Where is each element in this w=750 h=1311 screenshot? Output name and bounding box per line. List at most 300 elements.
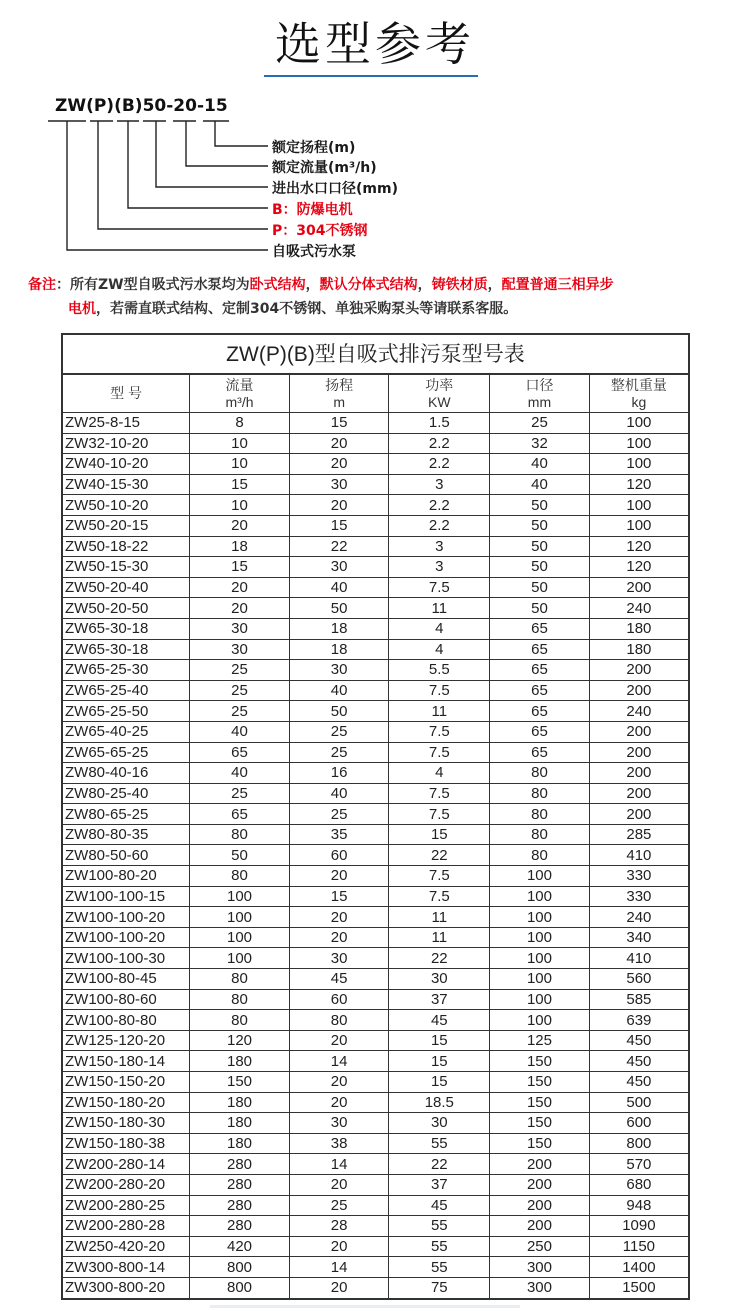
value-cell: 11: [389, 598, 490, 619]
value-cell: 200: [589, 783, 689, 804]
value-cell: 11: [389, 701, 490, 722]
table-row: [62, 433, 689, 454]
table-row: [62, 1051, 689, 1072]
value-cell: 30: [289, 1113, 389, 1134]
value-cell: 2.2: [389, 454, 490, 475]
table-row: [62, 701, 689, 722]
value-cell: 11: [389, 927, 490, 948]
value-cell: 55: [389, 1133, 490, 1154]
table-row: [62, 1030, 689, 1051]
column-name: 扬程: [325, 376, 354, 393]
value-cell: 100: [190, 907, 290, 928]
value-cell: 800: [589, 1133, 689, 1154]
value-cell: 800: [190, 1277, 290, 1298]
value-cell: 100: [490, 989, 590, 1010]
model-cell: ZW50-20-50: [62, 598, 190, 619]
model-cell: ZW65-65-25: [62, 742, 190, 763]
value-cell: 80: [490, 763, 590, 784]
value-cell: 65: [190, 742, 290, 763]
value-cell: 570: [589, 1154, 689, 1175]
value-cell: 15: [289, 413, 389, 434]
value-cell: 20: [289, 1030, 389, 1051]
value-cell: 100: [190, 948, 290, 969]
table-title: ZW(P)(B)型自吸式排污泵型号表: [62, 334, 689, 374]
value-cell: 250: [490, 1236, 590, 1257]
legend-pump-type: 自吸式污水泵: [272, 244, 356, 260]
value-cell: 100: [490, 907, 590, 928]
value-cell: 18.5: [389, 1092, 490, 1113]
value-cell: 30: [289, 660, 389, 681]
value-cell: 450: [589, 1030, 689, 1051]
value-cell: 55: [389, 1236, 490, 1257]
value-cell: 100: [490, 886, 590, 907]
value-cell: 15: [389, 1051, 490, 1072]
value-cell: 65: [490, 742, 590, 763]
value-cell: 80: [190, 1010, 290, 1031]
value-cell: 50: [490, 577, 590, 598]
value-cell: 1150: [589, 1236, 689, 1257]
value-cell: 285: [589, 824, 689, 845]
value-cell: 50: [289, 598, 389, 619]
bottom-divider: [210, 1305, 520, 1308]
value-cell: 420: [190, 1236, 290, 1257]
column-unit: kg: [631, 393, 647, 410]
model-cell: ZW100-80-80: [62, 1010, 190, 1031]
value-cell: 80: [190, 824, 290, 845]
model-cell: ZW150-180-30: [62, 1113, 190, 1134]
value-cell: 20: [289, 454, 389, 475]
value-cell: 18: [289, 618, 389, 639]
model-cell: ZW80-50-60: [62, 845, 190, 866]
value-cell: 15: [190, 474, 290, 495]
value-cell: 240: [589, 598, 689, 619]
model-cell: ZW100-100-30: [62, 948, 190, 969]
value-cell: 25: [190, 783, 290, 804]
value-cell: 7.5: [389, 886, 490, 907]
value-cell: 8: [190, 413, 290, 434]
value-cell: 10: [190, 454, 290, 475]
value-cell: 200: [490, 1195, 590, 1216]
table-row: [62, 763, 689, 784]
value-cell: 15: [389, 824, 490, 845]
model-cell: ZW65-30-18: [62, 639, 190, 660]
value-cell: 330: [589, 866, 689, 887]
legend-rated-flow: 额定流量(m³/h): [272, 160, 377, 176]
value-cell: 3: [389, 557, 490, 578]
model-cell: ZW100-100-20: [62, 927, 190, 948]
value-cell: 20: [190, 515, 290, 536]
model-cell: ZW80-25-40: [62, 783, 190, 804]
value-cell: 1.5: [389, 413, 490, 434]
value-cell: 40: [190, 763, 290, 784]
value-cell: 16: [289, 763, 389, 784]
value-cell: 200: [589, 742, 689, 763]
value-cell: 2.2: [389, 515, 490, 536]
value-cell: 14: [289, 1154, 389, 1175]
value-cell: 7.5: [389, 577, 490, 598]
value-cell: 10: [190, 495, 290, 516]
value-cell: 80: [490, 824, 590, 845]
value-cell: 120: [589, 557, 689, 578]
value-cell: 65: [490, 680, 590, 701]
value-cell: 180: [190, 1113, 290, 1134]
model-code: ZW(P)(B)50-20-15: [55, 96, 228, 116]
column-header: [190, 374, 290, 413]
column-name: 整机重量: [610, 376, 667, 393]
table-row: [62, 1216, 689, 1237]
value-cell: 65: [490, 639, 590, 660]
value-cell: 120: [589, 474, 689, 495]
value-cell: 65: [490, 701, 590, 722]
value-cell: 3: [389, 536, 490, 557]
value-cell: 25: [289, 721, 389, 742]
value-cell: 80: [490, 845, 590, 866]
value-cell: 410: [589, 948, 689, 969]
value-cell: 22: [289, 536, 389, 557]
value-cell: 120: [589, 536, 689, 557]
model-cell: ZW65-40-25: [62, 721, 190, 742]
value-cell: 40: [289, 783, 389, 804]
value-cell: 200: [490, 1216, 590, 1237]
model-cell: ZW80-65-25: [62, 804, 190, 825]
model-code-diagram: [0, 0, 750, 270]
value-cell: 180: [190, 1133, 290, 1154]
value-cell: 560: [589, 969, 689, 990]
value-cell: 80: [190, 969, 290, 990]
value-cell: 15: [389, 1072, 490, 1093]
value-cell: 75: [389, 1277, 490, 1298]
model-cell: ZW50-20-15: [62, 515, 190, 536]
value-cell: 80: [190, 866, 290, 887]
value-cell: 100: [490, 1010, 590, 1031]
table-row: [62, 989, 689, 1010]
value-cell: 25: [490, 413, 590, 434]
model-cell: ZW65-25-30: [62, 660, 190, 681]
value-cell: 80: [490, 804, 590, 825]
model-cell: ZW150-180-38: [62, 1133, 190, 1154]
model-cell: ZW150-180-14: [62, 1051, 190, 1072]
value-cell: 14: [289, 1257, 389, 1278]
table-row: [62, 680, 689, 701]
table-row: [62, 1257, 689, 1278]
value-cell: 25: [190, 660, 290, 681]
table-header-row: [62, 374, 689, 413]
value-cell: 200: [589, 804, 689, 825]
column-unit: m: [333, 393, 345, 410]
value-cell: 1400: [589, 1257, 689, 1278]
table-row: [62, 577, 689, 598]
column-header: [62, 374, 190, 413]
table-row: [62, 907, 689, 928]
model-cell: ZW100-100-15: [62, 886, 190, 907]
table-row: [62, 1133, 689, 1154]
value-cell: 1090: [589, 1216, 689, 1237]
value-cell: 22: [389, 845, 490, 866]
table-row: [62, 804, 689, 825]
table-row: [62, 1092, 689, 1113]
legend-explosion-proof: B：防爆电机: [272, 202, 353, 218]
value-cell: 150: [490, 1072, 590, 1093]
table-row: [62, 1277, 689, 1298]
value-cell: 2.2: [389, 433, 490, 454]
column-name: 口径: [525, 376, 554, 393]
table-row: [62, 536, 689, 557]
value-cell: 11: [389, 907, 490, 928]
value-cell: 150: [490, 1113, 590, 1134]
model-cell: ZW65-25-40: [62, 680, 190, 701]
model-cell: ZW100-80-45: [62, 969, 190, 990]
table-row: [62, 969, 689, 990]
value-cell: 3: [389, 474, 490, 495]
value-cell: 100: [589, 433, 689, 454]
value-cell: 20: [289, 907, 389, 928]
column-name: 功率: [425, 376, 454, 393]
model-cell: ZW150-150-20: [62, 1072, 190, 1093]
value-cell: 4: [389, 618, 490, 639]
value-cell: 20: [289, 1277, 389, 1298]
value-cell: 55: [389, 1216, 490, 1237]
value-cell: 30: [389, 1113, 490, 1134]
model-cell: ZW200-280-28: [62, 1216, 190, 1237]
value-cell: 100: [190, 927, 290, 948]
table-row: [62, 1174, 689, 1195]
value-cell: 200: [589, 660, 689, 681]
value-cell: 5.5: [389, 660, 490, 681]
value-cell: 50: [490, 495, 590, 516]
value-cell: 50: [289, 701, 389, 722]
value-cell: 639: [589, 1010, 689, 1031]
value-cell: 50: [490, 536, 590, 557]
column-name: 型 号: [110, 385, 143, 401]
value-cell: 200: [589, 721, 689, 742]
value-cell: 100: [589, 515, 689, 536]
model-cell: ZW25-8-15: [62, 413, 190, 434]
legend-caliber: 进出水口口径(mm): [272, 181, 398, 197]
table-body: [62, 413, 689, 1299]
model-cell: ZW80-40-16: [62, 763, 190, 784]
model-cell: ZW50-20-40: [62, 577, 190, 598]
note-label: 备注: [28, 277, 56, 293]
value-cell: 180: [589, 618, 689, 639]
value-cell: 45: [289, 969, 389, 990]
value-cell: 100: [490, 948, 590, 969]
value-cell: 150: [490, 1133, 590, 1154]
value-cell: 60: [289, 845, 389, 866]
value-cell: 80: [289, 1010, 389, 1031]
value-cell: 15: [190, 557, 290, 578]
value-cell: 4: [389, 639, 490, 660]
value-cell: 50: [490, 557, 590, 578]
table-row: [62, 1113, 689, 1134]
value-cell: 50: [190, 845, 290, 866]
value-cell: 30: [190, 639, 290, 660]
value-cell: 20: [289, 1174, 389, 1195]
value-cell: 200: [490, 1154, 590, 1175]
leader-head: [215, 121, 268, 146]
value-cell: 10: [190, 433, 290, 454]
table-row: [62, 618, 689, 639]
value-cell: 280: [190, 1154, 290, 1175]
leader-b: [128, 121, 268, 208]
column-header: [289, 374, 389, 413]
model-cell: ZW150-180-20: [62, 1092, 190, 1113]
model-cell: ZW200-280-25: [62, 1195, 190, 1216]
value-cell: 30: [389, 969, 490, 990]
value-cell: 20: [190, 598, 290, 619]
value-cell: 65: [190, 804, 290, 825]
column-unit: mm: [527, 393, 552, 410]
table-row: [62, 886, 689, 907]
value-cell: 4: [389, 763, 490, 784]
column-unit: m³/h: [225, 393, 254, 410]
value-cell: 100: [490, 927, 590, 948]
value-cell: 180: [190, 1051, 290, 1072]
value-cell: 20: [289, 1236, 389, 1257]
value-cell: 15: [389, 1030, 490, 1051]
model-cell: ZW65-25-50: [62, 701, 190, 722]
value-cell: 45: [389, 1195, 490, 1216]
value-cell: 330: [589, 886, 689, 907]
value-cell: 14: [289, 1051, 389, 1072]
value-cell: 25: [289, 1195, 389, 1216]
value-cell: 585: [589, 989, 689, 1010]
legend-rated-head: 额定扬程(m): [272, 140, 356, 156]
value-cell: 30: [190, 618, 290, 639]
table-row: [62, 474, 689, 495]
value-cell: 300: [490, 1277, 590, 1298]
value-cell: 100: [589, 495, 689, 516]
value-cell: 200: [490, 1174, 590, 1195]
table-row: [62, 1010, 689, 1031]
value-cell: 35: [289, 824, 389, 845]
table-row: [62, 639, 689, 660]
table-row: [62, 824, 689, 845]
table-row: [62, 413, 689, 434]
value-cell: 680: [589, 1174, 689, 1195]
value-cell: 200: [589, 763, 689, 784]
value-cell: 600: [589, 1113, 689, 1134]
value-cell: 20: [289, 866, 389, 887]
table-row: [62, 660, 689, 681]
table-row: [62, 1072, 689, 1093]
value-cell: 150: [190, 1072, 290, 1093]
table-row: [62, 742, 689, 763]
value-cell: 25: [190, 701, 290, 722]
value-cell: 200: [589, 680, 689, 701]
table-row: [62, 948, 689, 969]
table-row: [62, 1154, 689, 1175]
value-cell: 150: [490, 1092, 590, 1113]
leader-zw: [67, 121, 268, 250]
value-cell: 100: [190, 886, 290, 907]
table-row: [62, 1195, 689, 1216]
value-cell: 65: [490, 721, 590, 742]
value-cell: 40: [289, 680, 389, 701]
value-cell: 280: [190, 1174, 290, 1195]
value-cell: 280: [190, 1216, 290, 1237]
value-cell: 2.2: [389, 495, 490, 516]
value-cell: 18: [289, 639, 389, 660]
note-paragraph: 备注：所有ZW型自吸式污水泵均为卧式结构，默认分体式结构，铸铁材质，配置普通三相异步 电机，若需直联式结构、定制304不锈钢、单独采购泵头等请联系客服。: [28, 277, 614, 317]
value-cell: 800: [190, 1257, 290, 1278]
value-cell: 22: [389, 1154, 490, 1175]
model-spec-table: [61, 333, 690, 1300]
value-cell: 100: [490, 866, 590, 887]
column-header: [490, 374, 590, 413]
model-cell: ZW40-10-20: [62, 454, 190, 475]
table-row: [62, 557, 689, 578]
model-cell: ZW200-280-20: [62, 1174, 190, 1195]
value-cell: 450: [589, 1072, 689, 1093]
table-row: [62, 721, 689, 742]
table-row: [62, 927, 689, 948]
value-cell: 40: [490, 474, 590, 495]
value-cell: 7.5: [389, 742, 490, 763]
model-cell: ZW50-10-20: [62, 495, 190, 516]
value-cell: 120: [190, 1030, 290, 1051]
value-cell: 45: [389, 1010, 490, 1031]
model-cell: ZW100-80-20: [62, 866, 190, 887]
value-cell: 25: [289, 804, 389, 825]
value-cell: 55: [389, 1257, 490, 1278]
value-cell: 150: [490, 1051, 590, 1072]
table-row: [62, 598, 689, 619]
leader-caliber: [156, 121, 268, 187]
model-cell: ZW50-18-22: [62, 536, 190, 557]
value-cell: 100: [490, 969, 590, 990]
table-row: [62, 495, 689, 516]
table-row: [62, 866, 689, 887]
value-cell: 180: [190, 1092, 290, 1113]
value-cell: 7.5: [389, 783, 490, 804]
leader-p: [98, 121, 268, 229]
model-cell: ZW40-15-30: [62, 474, 190, 495]
value-cell: 40: [490, 454, 590, 475]
value-cell: 30: [289, 948, 389, 969]
table-row: [62, 1236, 689, 1257]
model-cell: ZW300-800-14: [62, 1257, 190, 1278]
model-cell: ZW32-10-20: [62, 433, 190, 454]
table-row: [62, 454, 689, 475]
model-cell: ZW100-80-60: [62, 989, 190, 1010]
value-cell: 40: [190, 721, 290, 742]
value-cell: 450: [589, 1051, 689, 1072]
value-cell: 340: [589, 927, 689, 948]
value-cell: 500: [589, 1092, 689, 1113]
value-cell: 7.5: [389, 804, 490, 825]
value-cell: 65: [490, 660, 590, 681]
value-cell: 20: [289, 433, 389, 454]
value-cell: 80: [490, 783, 590, 804]
value-cell: 32: [490, 433, 590, 454]
value-cell: 20: [289, 927, 389, 948]
leader-flow: [186, 121, 268, 166]
value-cell: 37: [389, 1174, 490, 1195]
value-cell: 50: [490, 515, 590, 536]
model-cell: ZW100-100-20: [62, 907, 190, 928]
value-cell: 80: [190, 989, 290, 1010]
value-cell: 1500: [589, 1277, 689, 1298]
value-cell: 50: [490, 598, 590, 619]
value-cell: 200: [589, 577, 689, 598]
value-cell: 25: [289, 742, 389, 763]
value-cell: 65: [490, 618, 590, 639]
value-cell: 30: [289, 557, 389, 578]
value-cell: 18: [190, 536, 290, 557]
legend-stainless: P：304不锈钢: [272, 223, 368, 239]
value-cell: 240: [589, 701, 689, 722]
value-cell: 410: [589, 845, 689, 866]
